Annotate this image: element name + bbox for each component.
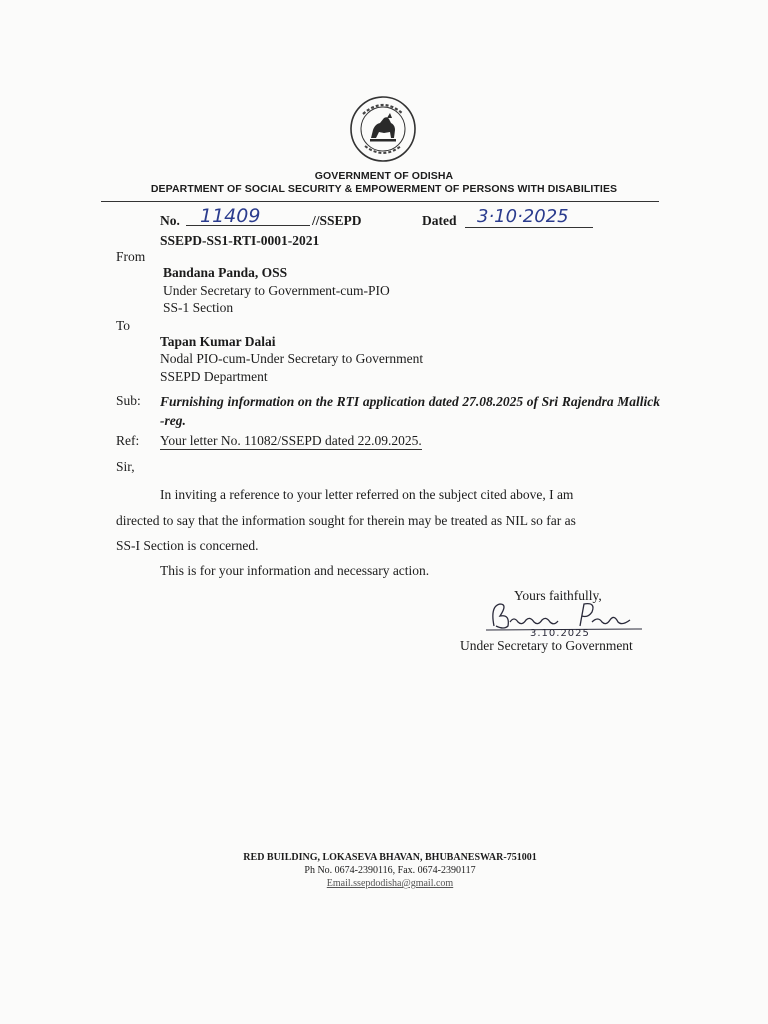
body-paragraph-1-line-1: In inviting a reference to your letter referred on the subject cited above, I am xyxy=(160,487,574,502)
date-handwritten: 3·10·2025 xyxy=(477,206,569,227)
department-title: DEPARTMENT OF SOCIAL SECURITY & EMPOWERMENT OF PERSONS WITH DISABILITIES xyxy=(150,183,618,195)
to-label: To xyxy=(116,318,131,333)
footer-email[interactable]: Email.ssepdodisha@gmail.com xyxy=(326,878,454,889)
date-blank xyxy=(465,206,593,228)
footer-phone: Ph No. 0674-2390116, Fax. 0674-2390117 xyxy=(304,865,476,876)
to-name: Tapan Kumar Dalai xyxy=(160,334,276,349)
reference-label: Ref: xyxy=(116,433,140,448)
signatory-designation: Under Secretary to Government xyxy=(460,638,633,653)
dated-label: Dated xyxy=(422,213,457,228)
reference-text: Your letter No. 11082/SSEPD dated 22.09.2025. xyxy=(160,433,422,448)
letter-no-suffix: //SSEPD xyxy=(312,213,362,228)
from-designation: Under Secretary to Government-cum-PIO xyxy=(163,283,390,298)
from-section: SS-1 Section xyxy=(163,300,234,315)
date-underline xyxy=(465,227,593,228)
subject-label: Sub: xyxy=(116,393,141,408)
signature-date: 3.10.2025 xyxy=(530,628,590,639)
body-paragraph-2: This is for your information and necessary action. xyxy=(160,563,430,578)
letter-no-blank xyxy=(186,205,310,225)
body-paragraph-1-line-2: directed to say that the information sought for therein may be treated as NIL so far as xyxy=(116,513,576,528)
footer-address: RED BUILDING, LOKASEVA BHAVAN, BHUBANESWAR-751001 xyxy=(243,852,537,863)
to-designation: Nodal PIO-cum-Under Secretary to Government xyxy=(160,351,424,366)
letter-no-underline xyxy=(186,225,310,226)
file-reference: SSEPD-SS1-RTI-0001-2021 xyxy=(160,233,320,248)
from-name: Bandana Panda, OSS xyxy=(163,265,288,280)
odisha-emblem-icon xyxy=(349,94,417,164)
body-paragraph-1-line-3: SS-I Section is concerned. xyxy=(116,538,259,553)
letter-no-label: No. xyxy=(160,213,180,228)
from-label: From xyxy=(116,249,146,264)
subject-text: Furnishing information on the RTI application dated 27.08.2025 of Sri Rajendra Mallick -reg. xyxy=(160,394,660,428)
salutation: Sir, xyxy=(116,459,135,474)
header-divider xyxy=(101,201,659,202)
to-department: SSEPD Department xyxy=(160,369,268,384)
government-title: GOVERNMENT OF ODISHA xyxy=(314,170,454,182)
letter-no-handwritten: 11409 xyxy=(200,205,261,227)
closing: Yours faithfully, xyxy=(514,588,602,603)
